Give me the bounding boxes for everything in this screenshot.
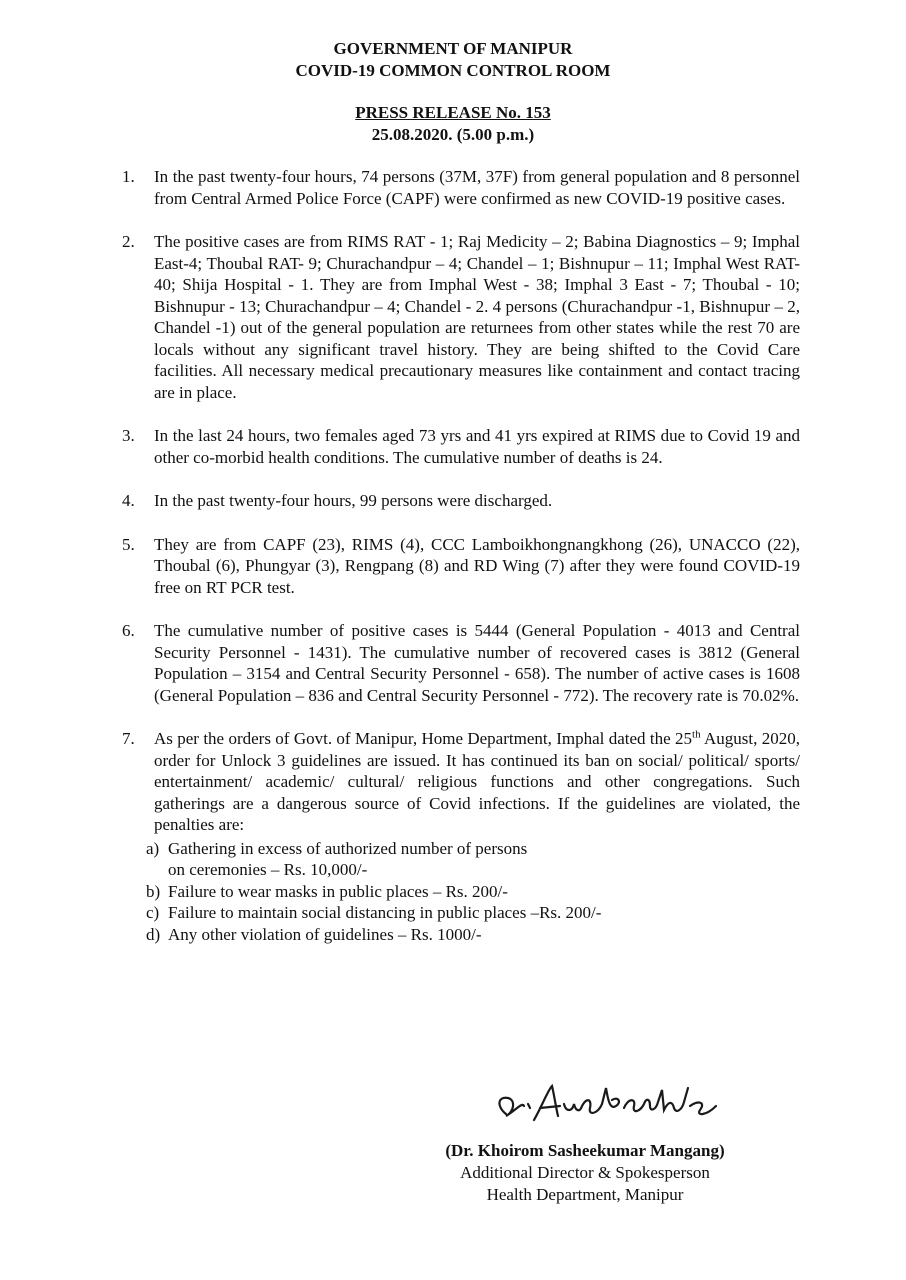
item-text [146,728,800,945]
signatory-department: Health Department, Manipur [486,1185,684,1204]
item-number: 5. [122,534,135,554]
penalty-letter: c) [146,903,160,922]
signatory-name: (Dr. Khoirom Sasheekumar Mangang) [445,1141,725,1160]
list-item [122,166,800,209]
signature-image [494,1076,724,1134]
item-text: The positive cases are from RIMS RAT - 1; Raj Medicity – 2; Babina Diagnostics – 9; Imphal East-4; Thoubal RAT- 9; Churachandpur – 4; Chandel – 1; Bishnupur – 11; Imphal West RAT- 40; Shija Hospital - 1. They are from Imphal West - 38; Imphal 3 East - 7; Thoubal - 10; Bishnupur - 13; Churachandpur – 4; Chandel - 2. 4 persons (Churachandpur -1, Bishnupur – 2, Chandel -1) out of the general population are returnees from other states while the rest 70 are locals without any significant travel history. They are being shifted to the Covid Care facilities. All necessary medical precautionary measures like containment and contact tracing are in place. [154,232,800,402]
item-text: In the last 24 hours, two females aged 73 yrs and 41 yrs expired at RIMS due to Covid 19 and other co-morbid health conditions. The cumulative number of deaths is 24. [154,426,800,467]
signatory-title: Additional Director & Spokesperson [460,1163,710,1182]
signatory-block [400,1140,770,1206]
list-item [122,490,800,512]
numbered-list [122,166,800,967]
press-release-date: 25.08.2020. (5.00 p.m.) [371,125,535,144]
item-text-part: As per the orders of Govt. of Manipur, Home Department, Imphal dated the 25 [154,729,693,748]
penalty-line: Gathering in excess of authorized number of persons [168,838,528,858]
item-text: In the past twenty-four hours, 74 persons (37M, 37F) from general population and 8 personnel from Central Armed Police Force (CAPF) were confirmed as new COVID-19 positive cases. [154,167,800,208]
document-header [0,38,906,146]
item-text: The cumulative number of positive cases is 5444 (General Population - 4013 and Central Security Personnel - 1431). The cumulative number of recovered cases is 3812 (General Population – 3154 and Central Security Personnel - 658). The number of active cases is 1608 (General Population – 836 and Central Security Personnel - 772). The recovery rate is 70.02%. [154,621,800,705]
item-text: They are from CAPF (23), RIMS (4), CCC Lamboikhongnangkhong (26), UNACCO (22), Thoubal (6), Phungyar (3), Rengpang (8) and RD Wing (7) after they were found COVID-19 free on RT PCR test. [154,534,800,597]
penalty-item [146,881,800,903]
penalty-text: Failure to maintain social distancing in public places –Rs. 200/- [168,903,602,922]
penalty-text: Failure to wear masks in public places – Rs. 200/- [168,881,508,901]
press-release-title: PRESS RELEASE No. 153 [355,103,551,122]
penalty-item [146,838,800,881]
list-item [122,231,800,403]
ordinal-suffix: th [692,728,701,741]
item-number: 6. [122,621,135,640]
penalty-item [146,924,800,946]
penalty-letter: b) [146,881,161,901]
penalty-text [168,838,800,881]
list-item [122,425,800,468]
penalty-line: on ceremonies – Rs. 10,000/- [168,860,368,879]
item-number: 2. [122,232,135,251]
penalty-text: Any other violation of guidelines – Rs. 1000/- [168,924,482,944]
penalty-letter: a) [146,838,160,858]
govt-heading: GOVERNMENT OF MANIPUR [333,39,573,58]
penalty-item [146,902,800,924]
item-number: 7. [122,729,135,748]
list-item [122,534,800,599]
item-number: 4. [122,491,135,510]
item-number: 3. [122,426,135,445]
penalty-list [146,838,800,946]
item-text-part: August, 2020, order for Unlock 3 guidelines are issued. It has continued its ban on social/ political/ sports/ entertainment/ academic/ cultural/ religious functions and other congregations. Such gatherings are a dangerous source of Covid infections. If the guidelines are violated, the penalties are: [154,729,800,834]
list-item [122,620,800,706]
item-number: 1. [122,167,135,186]
control-room-heading: COVID-19 COMMON CONTROL ROOM [295,61,611,80]
item-text: In the past twenty-four hours, 99 persons were discharged. [154,491,553,510]
penalty-letter: d) [146,924,161,944]
list-item [122,728,800,945]
